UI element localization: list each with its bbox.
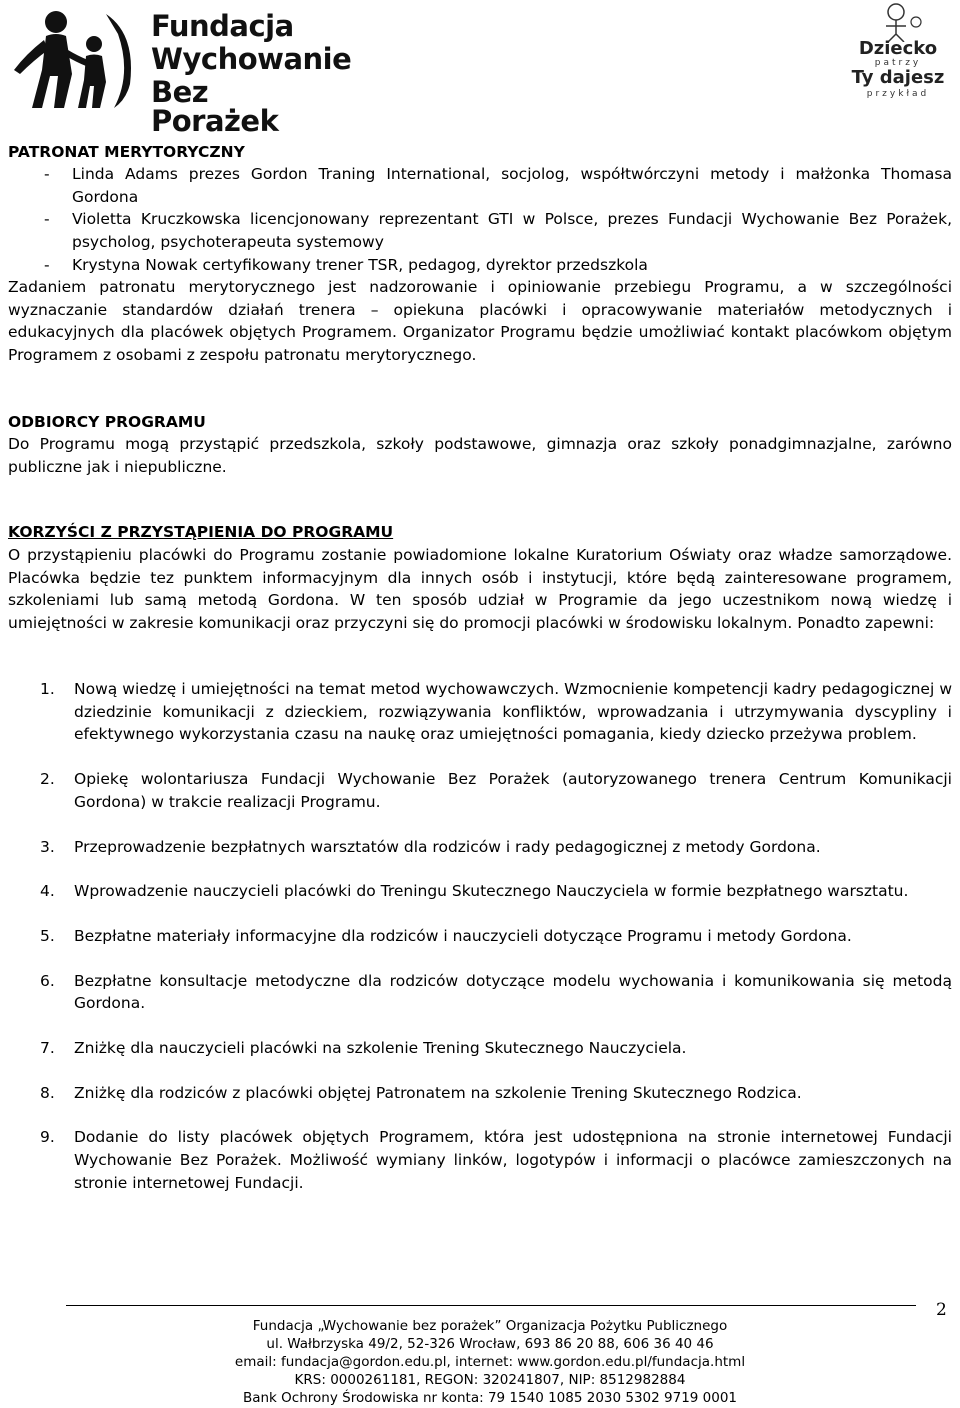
- child-drawing-icon: [876, 2, 926, 42]
- list-item: [40, 836, 952, 859]
- list-item-number: 1.: [40, 680, 55, 698]
- list-item: [40, 1082, 952, 1105]
- list-item: [40, 1037, 952, 1060]
- list-item-text: Bezpłatne materiały informacyjne dla rodziców i nauczycieli dotyczące Programu i metody Gordona.: [74, 926, 852, 945]
- patron-list: [44, 163, 952, 277]
- odbiorcy-paragraph: Do Programu mogą przystąpić przedszkola, szkoły podstawowe, gimnazja oraz szkoły ponadgimnazjalne, zarówno publiczne jak i niepubliczne.: [8, 435, 952, 476]
- list-item-text: Wprowadzenie nauczycieli placówki do Treningu Skutecznego Nauczyciela w formie bezpłatnego warsztatu.: [74, 882, 909, 901]
- dash-bullet: -: [44, 165, 50, 183]
- badge-line: przykład: [866, 89, 930, 99]
- list-item: [40, 970, 952, 1015]
- footer-line: email: fundacja@gordon.edu.pl, internet: www.gordon.edu.pl/fundacja.html: [234, 1354, 746, 1370]
- list-item: [40, 880, 952, 903]
- family-figures-icon: [6, 4, 146, 110]
- footer-block: [150, 1317, 830, 1407]
- logo-line: Wychowanie: [151, 42, 352, 76]
- logo-line: Bez Porażek: [151, 75, 279, 138]
- list-item-text: Violetta Kruczkowska licencjonowany reprezentant GTI w Polsce, prezes Fundacji Wychowanie Bez Porażek, psycholog, psychoterapeuta systemowy: [72, 210, 952, 252]
- list-item-text: Krystyna Nowak certyfikowany trener TSR, pedagog, dyrektor przedszkola: [72, 255, 648, 274]
- list-item-text: Linda Adams prezes Gordon Traning International, socjolog, współtwórczyni metody i małżonka Thomasa Gordona: [72, 165, 952, 206]
- list-item-number: 3.: [40, 837, 55, 856]
- list-item: [44, 208, 952, 253]
- list-item-number: 7.: [40, 1039, 55, 1058]
- list-item: [40, 1126, 952, 1194]
- badge-line: Dziecko: [858, 38, 938, 59]
- badge-line: patrzy: [874, 58, 922, 68]
- foundation-logo: [6, 4, 352, 138]
- dash-bullet: -: [44, 210, 50, 229]
- list-item-number: 5.: [40, 926, 55, 945]
- list-item: [44, 163, 952, 208]
- list-item-text: Opiekę wolontariusza Fundacji Wychowanie Bez Porażek (autoryzowanego trenera Centrum Komunikacji Gordona) w trakcie realizacji Programu.: [74, 770, 952, 811]
- footer-divider: [66, 1305, 916, 1306]
- footer-line: KRS: 0000261181, REGON: 320241807, NIP: 8512982884: [294, 1372, 686, 1388]
- section-heading-korzysci: KORZYŚCI Z PRZYSTĄPIENIA DO PROGRAMU: [8, 523, 394, 541]
- list-item-number: 4.: [40, 882, 55, 901]
- list-item-text: Zniżkę dla rodziców z placówki objętej Patronatem na szkolenie Trening Skutecznego Rodzica.: [74, 1083, 802, 1102]
- list-item-text: Zniżkę dla nauczycieli placówki na szkolenie Trening Skutecznego Nauczyciela.: [74, 1039, 687, 1058]
- list-item-number: 2.: [40, 770, 55, 789]
- list-item-text: Dodanie do listy placówek objętych Programem, która jest udostępniona na stronie internetowej Fundacji Wychowanie Bez Porażek. Możliwość wymiany linków, logotypów i informacji o placówce zamieszczonych na stronie internetowej Fundacji.: [74, 1128, 952, 1192]
- footer-line: ul. Wałbrzyska 49/2, 52-326 Wrocław, 693 86 20 88, 606 36 40 46: [266, 1336, 714, 1352]
- section-heading-odbiorcy: ODBIORCY PROGRAMU: [8, 413, 206, 431]
- list-item: [44, 254, 952, 277]
- list-item: [40, 678, 952, 746]
- list-item-number: 8.: [40, 1083, 55, 1102]
- footer-line: Fundacja „Wychowanie bez porażek” Organizacja Pożytku Publicznego: [252, 1318, 728, 1334]
- page-number: 2: [936, 1300, 947, 1320]
- list-item: [40, 925, 952, 948]
- patronat-paragraph: Zadaniem patronatu merytorycznego jest nadzorowanie i opiniowanie przebiegu Programu, a w szczególności wyznaczanie standardów działań trenera – opiekuna placówki i opracowywanie materiałów metodycznych i edukacyjnych dla placówek objętych Programem. Organizator Programu będzie umożliwiać kontakt placówkom objętym Programem z osobami z zespołu patronatu merytorycznego.: [8, 278, 952, 365]
- section-heading-patronat: PATRONAT MERYTORYCZNY: [8, 143, 245, 161]
- badge-line: Ty dajesz: [851, 67, 945, 88]
- list-item: [40, 768, 952, 813]
- list-item-text: Nową wiedzę i umiejętności na temat metod wychowawczych. Wzmocnienie kompetencji kadry pedagogicznej w dziedzinie komunikacji z dzieckiem, rozwiązywania konfliktów, wprowadzania i utrzymywania dyscypliny i efektywnego wykorzystania czasu na naukę oraz umiejętności pomagania, kiedy dziecko przeżywa problem.: [74, 680, 952, 744]
- numbered-list: [40, 678, 952, 1217]
- korzysci-paragraph: O przystąpieniu placówki do Programu zostanie powiadomione lokalne Kuratorium Oświaty oraz władze samorządowe. Placówka będzie tez punktem informacyjnym dla innych osób i instytucji, które będą zainteresowane programem, szkoleniami lub samą metodą Gordona. W ten sposób udział w Programie da jego uczestnikom nową wiedzę i umiejętności w zakresie komunikacji oraz przyczyni się do promocji placówki w środowisku lokalnym. Ponadto zapewni:: [8, 546, 952, 633]
- list-item-text: Przeprowadzenie bezpłatnych warsztatów dla rodziców i rady pedagogicznej z metody Gordona.: [74, 837, 821, 856]
- campaign-badge: [838, 0, 956, 106]
- dash-bullet: -: [44, 255, 50, 274]
- list-item-number: 9.: [40, 1128, 55, 1147]
- list-item-text: Bezpłatne konsultacje metodyczne dla rodziców dotyczące modelu wychowania i komunikowania się metodą Gordona.: [74, 971, 952, 1013]
- logo-line: Fundacja: [151, 9, 294, 43]
- list-item-number: 6.: [40, 971, 55, 990]
- footer-line: Bank Ochrony Środowiska nr konta: 79 1540 1085 2030 5302 9719 0001: [242, 1390, 738, 1406]
